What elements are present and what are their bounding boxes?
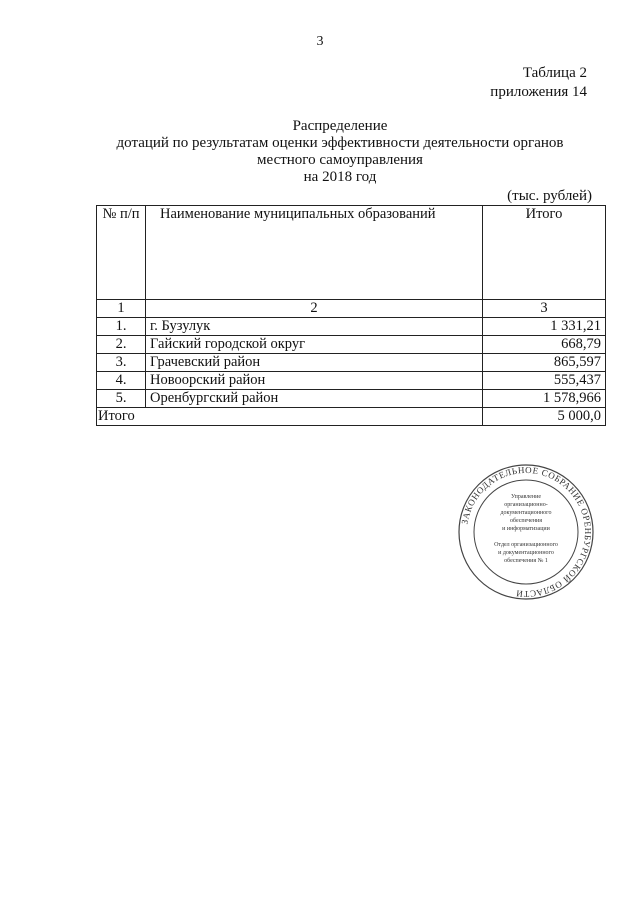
unit-note: (тыс. рублей): [507, 188, 592, 204]
title-line1: Распределение: [292, 118, 388, 134]
table-ref-line1: Таблица 2: [522, 65, 587, 81]
table-ref-line2: приложения 14: [490, 84, 587, 100]
row-number: 4.: [97, 372, 146, 390]
row-number: 2.: [97, 336, 146, 354]
row-name: Гайский городской округ: [146, 336, 483, 354]
row-name: Оренбургский район: [146, 390, 483, 408]
row-value: 555,437: [483, 372, 606, 390]
column-number-3: 3: [483, 300, 606, 318]
total-label: Итого: [97, 408, 483, 426]
title-line3: местного самоуправления: [257, 152, 423, 168]
row-value: 865,597: [483, 354, 606, 372]
header-name: Наименование муниципальных образований: [146, 206, 483, 300]
row-number: 5.: [97, 390, 146, 408]
svg-text:Отдел организационного: Отдел организационного: [494, 542, 558, 548]
row-value: 668,79: [483, 336, 606, 354]
table-row: [97, 390, 606, 408]
svg-text:обеспечения № 1: обеспечения № 1: [504, 558, 548, 564]
row-name: г. Бузулук: [146, 318, 483, 336]
total-value: 5 000,0: [483, 408, 606, 426]
official-stamp: [456, 462, 596, 602]
column-number-1: 1: [97, 300, 146, 318]
row-number: 1.: [97, 318, 146, 336]
row-value: 1 578,966: [483, 390, 606, 408]
table-header-row: [97, 206, 606, 300]
svg-text:обеспечения: обеспечения: [509, 518, 543, 524]
svg-text:и информатизации: и информатизации: [502, 526, 550, 532]
column-number-2: 2: [146, 300, 483, 318]
table-row: [97, 336, 606, 354]
table-row: [97, 318, 606, 336]
table-row: [97, 354, 606, 372]
header-total: Итого: [483, 206, 606, 300]
row-name: Новоорский район: [146, 372, 483, 390]
svg-text:организационно-: организационно-: [504, 502, 548, 508]
svg-text:документационного: документационного: [500, 510, 552, 516]
page-number: 3: [316, 34, 324, 49]
svg-text:Управление: Управление: [510, 494, 542, 500]
table-reference: [490, 64, 587, 102]
svg-text:и документационного: и документационного: [498, 550, 554, 556]
row-number: 3.: [97, 354, 146, 372]
header-number: № п/п: [97, 206, 146, 300]
title-line4: на 2018 год: [303, 169, 377, 185]
row-name: Грачевский район: [146, 354, 483, 372]
table-row: [97, 372, 606, 390]
distribution-table: [96, 205, 606, 426]
stamp-ring-text: ЗАКОНОДАТЕЛЬНОЕ СОБРАНИЕ ОРЕНБУРГСКОЙ ОБЛАСТИ: [459, 464, 594, 600]
document-title: [80, 118, 600, 186]
row-value: 1 331,21: [483, 318, 606, 336]
column-number-row: [97, 300, 606, 318]
title-line2: дотаций по результатам оценки эффективности деятельности органов: [116, 135, 564, 151]
total-row: [97, 408, 606, 426]
